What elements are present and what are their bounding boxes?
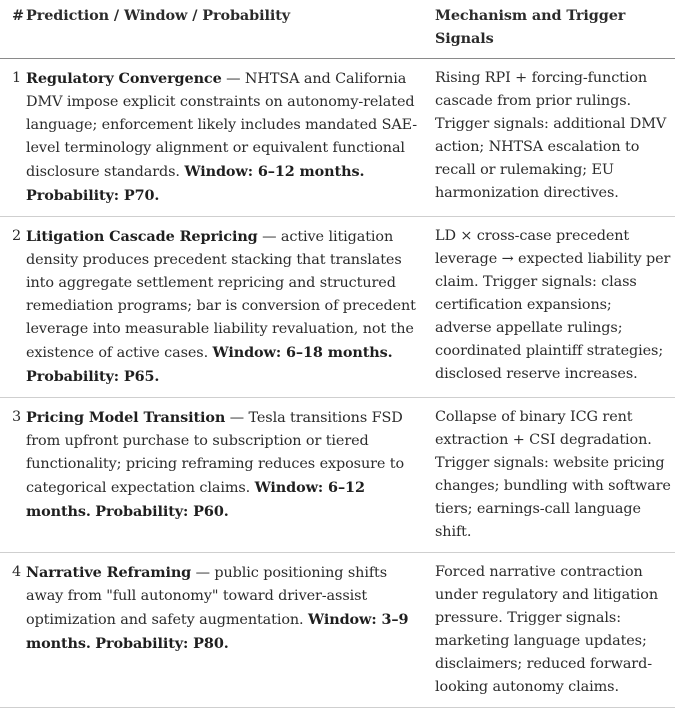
prediction-body: NHTSA and California DMV impose explicit constraints on autonomy-related language; enforcement likely includes mandated SAE-level terminology alignment or equivalent functional disclosure standards.: [26, 71, 418, 180]
prediction-title: Regulatory Convergence: [26, 70, 222, 87]
prediction-cell: [26, 217, 422, 397]
mechanism-cell: LD × cross-case precedent leverage → expected liability per claim. Trigger signals: class certification expansions; adverse appellate rulings; coordinated plaintiff strategies; disclosed reserve increases.: [435, 228, 671, 382]
prediction-body: Tesla transitions FSD from upfront purchase to subscription or tiered functionality; pricing reframing reduces exposure to categorical expectation claims.: [26, 410, 405, 496]
mechanism-cell: Collapse of binary ICG rent extraction + CSI degradation. Trigger signals: website pricing changes; bundling with software tiers; earnings-call language shift.: [435, 409, 671, 540]
row-number: 3: [12, 409, 22, 425]
title-dash: —: [221, 71, 245, 87]
table-row: [0, 553, 675, 708]
table-row: [0, 398, 675, 553]
prediction-cell: [26, 398, 422, 552]
table-row: [0, 217, 675, 398]
prediction-probability: Probability: P65.: [26, 368, 160, 385]
mechanism-cell: Forced narrative contraction under regulatory and litigation pressure. Trigger signals: marketing language updates; disclaimers; reduced forward-looking autonomy claims.: [435, 564, 659, 695]
prediction-probability: Probability: P80.: [95, 635, 229, 652]
prediction-title: Narrative Reframing: [26, 564, 192, 581]
mechanism-cell: Rising RPI + forcing-function cascade from prior rulings. Trigger signals: additional DMV action; NHTSA escalation to recall or rulemaking; EU harmonization directives.: [435, 70, 667, 201]
table-header-row: [0, 0, 675, 59]
prediction-title: Litigation Cascade Repricing: [26, 228, 258, 245]
prediction-window: Window: 6–12 months.: [184, 163, 365, 180]
row-number: 4: [12, 564, 22, 580]
prediction-probability: Probability: P70.: [26, 187, 160, 204]
prediction-body: public positioning shifts away from "full autonomy" toward driver-assist optimization and safety augmentation.: [26, 565, 388, 628]
prediction-cell: [26, 59, 422, 216]
header-num: #: [12, 7, 24, 24]
row-number: 1: [12, 70, 22, 86]
title-dash: —: [191, 565, 215, 581]
title-dash: —: [225, 410, 249, 426]
title-dash: —: [257, 229, 281, 245]
prediction-window: Window: 6–12 months.: [26, 479, 365, 520]
header-prediction: Prediction / Window / Probability: [26, 7, 291, 24]
table-row: [0, 59, 675, 217]
row-number: 2: [12, 228, 22, 244]
prediction-cell: [26, 553, 422, 707]
header-mechanism: Mechanism and Trigger Signals: [435, 7, 626, 47]
prediction-window: Window: 6–18 months.: [212, 344, 393, 361]
prediction-body: active litigation density produces precedent stacking that translates into aggregate settlement repricing and structured remediation programs; bar is conversion of precedent leverage into measurable liability revaluation, not the existence of active cases.: [26, 229, 416, 361]
prediction-probability: Probability: P60.: [95, 503, 229, 520]
prediction-window: Window: 3–9 months.: [26, 611, 409, 652]
prediction-title: Pricing Model Transition: [26, 409, 226, 426]
